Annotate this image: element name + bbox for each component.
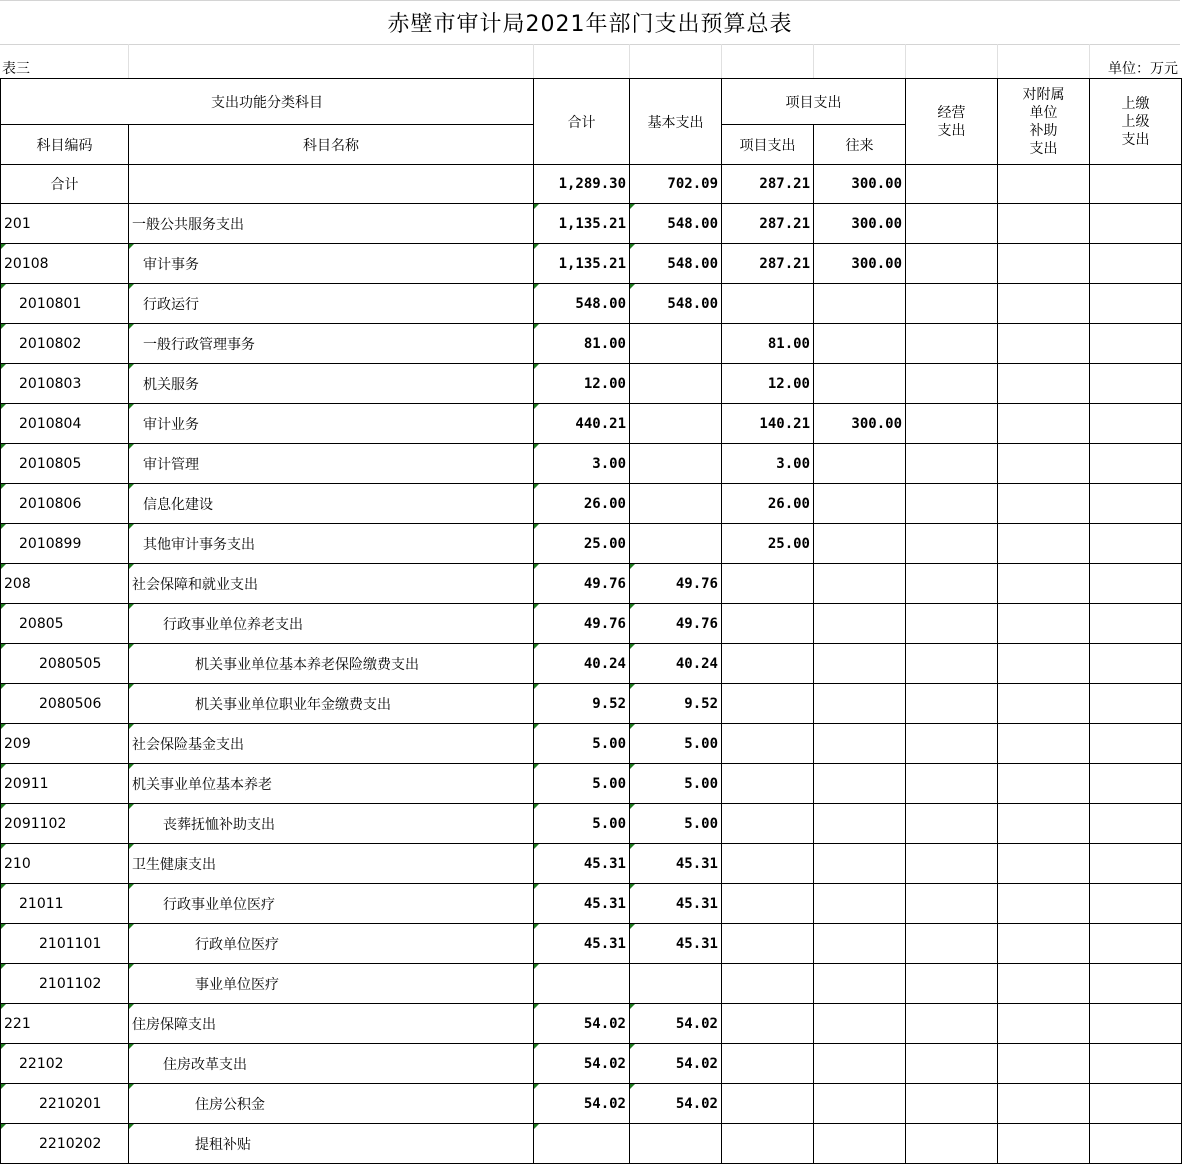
- cell-name: 行政事业单位医疗: [129, 884, 534, 924]
- cell-subsidy: [998, 1044, 1090, 1084]
- cell-operating: [906, 604, 998, 644]
- table-row: [1, 244, 1182, 284]
- gridline: [629, 44, 630, 78]
- cell-basic: [630, 524, 722, 564]
- cell-subsidy: [998, 884, 1090, 924]
- table-label: 表三: [2, 61, 30, 77]
- cell-remit: [1090, 764, 1182, 804]
- cell-code: 20108: [1, 244, 129, 284]
- cell-subsidy: [998, 204, 1090, 244]
- unit-label: 单位：万元: [1108, 61, 1178, 77]
- cell-code: 21011: [1, 884, 129, 924]
- cell-basic: 45.31: [630, 924, 722, 964]
- cell-project: [722, 724, 814, 764]
- cell-remit: [1090, 404, 1182, 444]
- cell-remit: [1090, 924, 1182, 964]
- cell-basic: 49.76: [630, 604, 722, 644]
- cell-name: 信息化建设: [129, 484, 534, 524]
- cell-subsidy: [998, 284, 1090, 324]
- cell-total: 3.00: [534, 444, 630, 484]
- table-row: [1, 1044, 1182, 1084]
- cell-project: [722, 844, 814, 884]
- cell-remit: [1090, 644, 1182, 684]
- cell-basic: 548.00: [630, 284, 722, 324]
- cell-subsidy: [998, 1084, 1090, 1124]
- cell-project: [722, 1124, 814, 1164]
- cell-basic: 5.00: [630, 804, 722, 844]
- cell-transfer: [814, 1044, 906, 1084]
- cell-subsidy: [998, 444, 1090, 484]
- header-operating: 经营 支出: [906, 79, 998, 165]
- table-row: [1, 404, 1182, 444]
- cell-project: 287.21: [722, 165, 814, 204]
- cell-basic: [630, 444, 722, 484]
- cell-subsidy: [998, 924, 1090, 964]
- cell-total: 1,289.30: [534, 165, 630, 204]
- cell-basic: 548.00: [630, 204, 722, 244]
- cell-basic: 45.31: [630, 884, 722, 924]
- cell-basic: [630, 364, 722, 404]
- cell-transfer: [814, 804, 906, 844]
- cell-code: 2010805: [1, 444, 129, 484]
- cell-subsidy: [998, 1124, 1090, 1164]
- cell-project: [722, 804, 814, 844]
- cell-name: 事业单位医疗: [129, 964, 534, 1004]
- cell-total: 54.02: [534, 1084, 630, 1124]
- cell-operating: [906, 644, 998, 684]
- cell-operating: [906, 524, 998, 564]
- cell-total: 12.00: [534, 364, 630, 404]
- cell-operating: [906, 244, 998, 284]
- cell-name: 提租补贴: [129, 1124, 534, 1164]
- table-row: [1, 524, 1182, 564]
- cell-basic: 548.00: [630, 244, 722, 284]
- cell-operating: [906, 844, 998, 884]
- cell-operating: [906, 484, 998, 524]
- cell-total: 45.31: [534, 924, 630, 964]
- table-row: [1, 884, 1182, 924]
- cell-remit: [1090, 165, 1182, 204]
- cell-name: 其他审计事务支出: [129, 524, 534, 564]
- cell-code: 2010801: [1, 284, 129, 324]
- cell-name: 住房改革支出: [129, 1044, 534, 1084]
- cell-transfer: [814, 724, 906, 764]
- cell-operating: [906, 724, 998, 764]
- cell-code: 2010804: [1, 404, 129, 444]
- cell-code: 2010802: [1, 324, 129, 364]
- cell-subsidy: [998, 964, 1090, 1004]
- cell-remit: [1090, 524, 1182, 564]
- cell-total: 5.00: [534, 724, 630, 764]
- cell-transfer: [814, 604, 906, 644]
- cell-project: 3.00: [722, 444, 814, 484]
- header-subsidy: 对附属 单位 补助 支出: [998, 79, 1090, 165]
- cell-subsidy: [998, 644, 1090, 684]
- cell-name: 丧葬抚恤补助支出: [129, 804, 534, 844]
- cell-remit: [1090, 1084, 1182, 1124]
- cell-remit: [1090, 1004, 1182, 1044]
- cell-remit: [1090, 1124, 1182, 1164]
- cell-operating: [906, 1004, 998, 1044]
- table-row: [1, 1084, 1182, 1124]
- cell-transfer: [814, 964, 906, 1004]
- cell-remit: [1090, 804, 1182, 844]
- cell-transfer: [814, 644, 906, 684]
- cell-name: 审计事务: [129, 244, 534, 284]
- table-row: [1, 844, 1182, 884]
- cell-code: 201: [1, 204, 129, 244]
- cell-name: 机关事业单位基本养老: [129, 764, 534, 804]
- table-row: [1, 684, 1182, 724]
- cell-transfer: [814, 564, 906, 604]
- cell-transfer: [814, 684, 906, 724]
- cell-basic: 40.24: [630, 644, 722, 684]
- cell-total: 26.00: [534, 484, 630, 524]
- total-label: 合计: [1, 165, 129, 204]
- cell-transfer: [814, 484, 906, 524]
- cell-project: [722, 764, 814, 804]
- table-row: [1, 764, 1182, 804]
- cell-remit: [1090, 444, 1182, 484]
- cell-operating: [906, 165, 998, 204]
- cell-remit: [1090, 364, 1182, 404]
- cell-total: [534, 964, 630, 1004]
- cell-basic: 702.09: [630, 165, 722, 204]
- cell-code: 2010803: [1, 364, 129, 404]
- cell-subsidy: [998, 484, 1090, 524]
- gridline: [1089, 44, 1090, 78]
- table-row: [1, 804, 1182, 844]
- cell-project: [722, 644, 814, 684]
- cell-code: 20911: [1, 764, 129, 804]
- table-row: [1, 604, 1182, 644]
- cell-project: 26.00: [722, 484, 814, 524]
- cell-operating: [906, 804, 998, 844]
- cell-subsidy: [998, 804, 1090, 844]
- cell-code: 2010806: [1, 484, 129, 524]
- header-total: 合计: [534, 79, 630, 165]
- cell-remit: [1090, 1044, 1182, 1084]
- cell-total: 548.00: [534, 284, 630, 324]
- subheader-row: [0, 44, 1180, 78]
- cell-remit: [1090, 484, 1182, 524]
- cell-subsidy: [998, 724, 1090, 764]
- cell-total: 54.02: [534, 1044, 630, 1084]
- cell-basic: [630, 324, 722, 364]
- table-row: [1, 444, 1182, 484]
- cell-transfer: 300.00: [814, 404, 906, 444]
- cell-total: 81.00: [534, 324, 630, 364]
- cell-name: 行政运行: [129, 284, 534, 324]
- header-code: 科目编码: [1, 125, 129, 165]
- cell-project: [722, 924, 814, 964]
- cell-total: 49.76: [534, 604, 630, 644]
- table-row: [1, 364, 1182, 404]
- cell-total: 25.00: [534, 524, 630, 564]
- cell-project: [722, 684, 814, 724]
- cell-total: 45.31: [534, 844, 630, 884]
- cell-name: 住房保障支出: [129, 1004, 534, 1044]
- cell-code: 20805: [1, 604, 129, 644]
- cell-subsidy: [998, 764, 1090, 804]
- cell-project: [722, 884, 814, 924]
- cell-code: 2080505: [1, 644, 129, 684]
- gridline: [533, 44, 534, 78]
- cell-basic: 54.02: [630, 1004, 722, 1044]
- cell-remit: [1090, 244, 1182, 284]
- table-row: [1, 724, 1182, 764]
- cell-operating: [906, 964, 998, 1004]
- cell-remit: [1090, 684, 1182, 724]
- cell-project: [722, 284, 814, 324]
- cell-total: 440.21: [534, 404, 630, 444]
- cell-basic: [630, 404, 722, 444]
- cell-transfer: [814, 324, 906, 364]
- cell-operating: [906, 204, 998, 244]
- cell-basic: 5.00: [630, 764, 722, 804]
- table-row: [1, 324, 1182, 364]
- table-row: [1, 1004, 1182, 1044]
- cell-subsidy: [998, 564, 1090, 604]
- cell-total: 9.52: [534, 684, 630, 724]
- cell-transfer: 300.00: [814, 165, 906, 204]
- cell-transfer: [814, 364, 906, 404]
- cell-transfer: [814, 924, 906, 964]
- cell-name: 机关事业单位职业年金缴费支出: [129, 684, 534, 724]
- cell-code: 210: [1, 844, 129, 884]
- cell-project: [722, 1084, 814, 1124]
- empty-cell: [129, 165, 534, 204]
- cell-code: 208: [1, 564, 129, 604]
- cell-subsidy: [998, 244, 1090, 284]
- cell-transfer: 300.00: [814, 244, 906, 284]
- cell-transfer: [814, 1124, 906, 1164]
- cell-code: 2101101: [1, 924, 129, 964]
- cell-total: 54.02: [534, 1004, 630, 1044]
- cell-code: 2101102: [1, 964, 129, 1004]
- cell-name: 社会保险基金支出: [129, 724, 534, 764]
- cell-transfer: [814, 444, 906, 484]
- cell-project: 12.00: [722, 364, 814, 404]
- header-project-group: 项目支出: [722, 79, 906, 125]
- header-project: 项目支出: [722, 125, 814, 165]
- cell-code: 2210201: [1, 1084, 129, 1124]
- header-remit: 上缴 上级 支出: [1090, 79, 1182, 165]
- cell-name: 一般行政管理事务: [129, 324, 534, 364]
- header-category: 支出功能分类科目: [1, 79, 534, 125]
- cell-total: 5.00: [534, 764, 630, 804]
- cell-project: [722, 1004, 814, 1044]
- cell-transfer: [814, 764, 906, 804]
- cell-remit: [1090, 284, 1182, 324]
- cell-project: 287.21: [722, 204, 814, 244]
- cell-basic: 54.02: [630, 1044, 722, 1084]
- table-row: [1, 964, 1182, 1004]
- cell-remit: [1090, 204, 1182, 244]
- cell-total: 5.00: [534, 804, 630, 844]
- cell-name: 机关服务: [129, 364, 534, 404]
- cell-total: 45.31: [534, 884, 630, 924]
- cell-subsidy: [998, 364, 1090, 404]
- cell-operating: [906, 364, 998, 404]
- cell-total: 1,135.21: [534, 244, 630, 284]
- cell-name: 审计管理: [129, 444, 534, 484]
- cell-operating: [906, 1124, 998, 1164]
- table-row: [1, 204, 1182, 244]
- cell-code: 221: [1, 1004, 129, 1044]
- cell-code: 209: [1, 724, 129, 764]
- cell-project: [722, 564, 814, 604]
- cell-transfer: [814, 1004, 906, 1044]
- cell-total: 40.24: [534, 644, 630, 684]
- cell-operating: [906, 324, 998, 364]
- cell-basic: [630, 1124, 722, 1164]
- cell-transfer: [814, 844, 906, 884]
- cell-code: 2010899: [1, 524, 129, 564]
- cell-basic: 54.02: [630, 1084, 722, 1124]
- cell-basic: 45.31: [630, 844, 722, 884]
- gridline: [813, 44, 814, 78]
- table-row: [1, 924, 1182, 964]
- cell-basic: 9.52: [630, 684, 722, 724]
- cell-operating: [906, 884, 998, 924]
- cell-project: 140.21: [722, 404, 814, 444]
- table-row: [1, 564, 1182, 604]
- cell-project: [722, 1044, 814, 1084]
- cell-operating: [906, 924, 998, 964]
- page-title: 赤壁市审计局2021年部门支出预算总表: [387, 12, 793, 37]
- cell-operating: [906, 444, 998, 484]
- cell-operating: [906, 1044, 998, 1084]
- cell-name: 审计业务: [129, 404, 534, 444]
- cell-operating: [906, 284, 998, 324]
- cell-name: 社会保障和就业支出: [129, 564, 534, 604]
- cell-basic: 49.76: [630, 564, 722, 604]
- cell-subsidy: [998, 844, 1090, 884]
- gridline: [905, 44, 906, 78]
- cell-remit: [1090, 604, 1182, 644]
- cell-transfer: [814, 1084, 906, 1124]
- cell-transfer: [814, 284, 906, 324]
- cell-name: 卫生健康支出: [129, 844, 534, 884]
- header-basic: 基本支出: [630, 79, 722, 165]
- gridline: [997, 44, 998, 78]
- cell-subsidy: [998, 165, 1090, 204]
- budget-table: [0, 78, 1182, 1164]
- cell-name: 住房公积金: [129, 1084, 534, 1124]
- cell-project: [722, 604, 814, 644]
- cell-subsidy: [998, 604, 1090, 644]
- header-transfer: 往来: [814, 125, 906, 165]
- table-body: [1, 165, 1182, 1164]
- cell-remit: [1090, 844, 1182, 884]
- cell-name: 行政事业单位养老支出: [129, 604, 534, 644]
- cell-subsidy: [998, 524, 1090, 564]
- cell-transfer: 300.00: [814, 204, 906, 244]
- cell-subsidy: [998, 404, 1090, 444]
- cell-remit: [1090, 324, 1182, 364]
- cell-operating: [906, 684, 998, 724]
- cell-subsidy: [998, 684, 1090, 724]
- gridline: [721, 44, 722, 78]
- cell-code: 2080506: [1, 684, 129, 724]
- cell-basic: [630, 484, 722, 524]
- cell-total: 1,135.21: [534, 204, 630, 244]
- cell-project: [722, 964, 814, 1004]
- cell-basic: [630, 964, 722, 1004]
- cell-project: 287.21: [722, 244, 814, 284]
- table-row: [1, 484, 1182, 524]
- table-row: [1, 644, 1182, 684]
- cell-operating: [906, 1084, 998, 1124]
- cell-code: 2210202: [1, 1124, 129, 1164]
- cell-operating: [906, 564, 998, 604]
- header-name: 科目名称: [129, 125, 534, 165]
- cell-transfer: [814, 884, 906, 924]
- cell-total: [534, 1124, 630, 1164]
- cell-project: 25.00: [722, 524, 814, 564]
- gridline: [128, 44, 129, 78]
- cell-remit: [1090, 884, 1182, 924]
- cell-name: 行政单位医疗: [129, 924, 534, 964]
- cell-remit: [1090, 964, 1182, 1004]
- cell-code: 22102: [1, 1044, 129, 1084]
- cell-basic: 5.00: [630, 724, 722, 764]
- title-row: [0, 0, 1180, 45]
- cell-subsidy: [998, 1004, 1090, 1044]
- cell-operating: [906, 404, 998, 444]
- total-row: [1, 165, 1182, 204]
- cell-remit: [1090, 724, 1182, 764]
- cell-remit: [1090, 564, 1182, 604]
- cell-subsidy: [998, 324, 1090, 364]
- table-row: [1, 284, 1182, 324]
- cell-code: 2091102: [1, 804, 129, 844]
- cell-transfer: [814, 524, 906, 564]
- table-row: [1, 1124, 1182, 1164]
- cell-name: 机关事业单位基本养老保险缴费支出: [129, 644, 534, 684]
- cell-operating: [906, 764, 998, 804]
- cell-project: 81.00: [722, 324, 814, 364]
- cell-name: 一般公共服务支出: [129, 204, 534, 244]
- cell-total: 49.76: [534, 564, 630, 604]
